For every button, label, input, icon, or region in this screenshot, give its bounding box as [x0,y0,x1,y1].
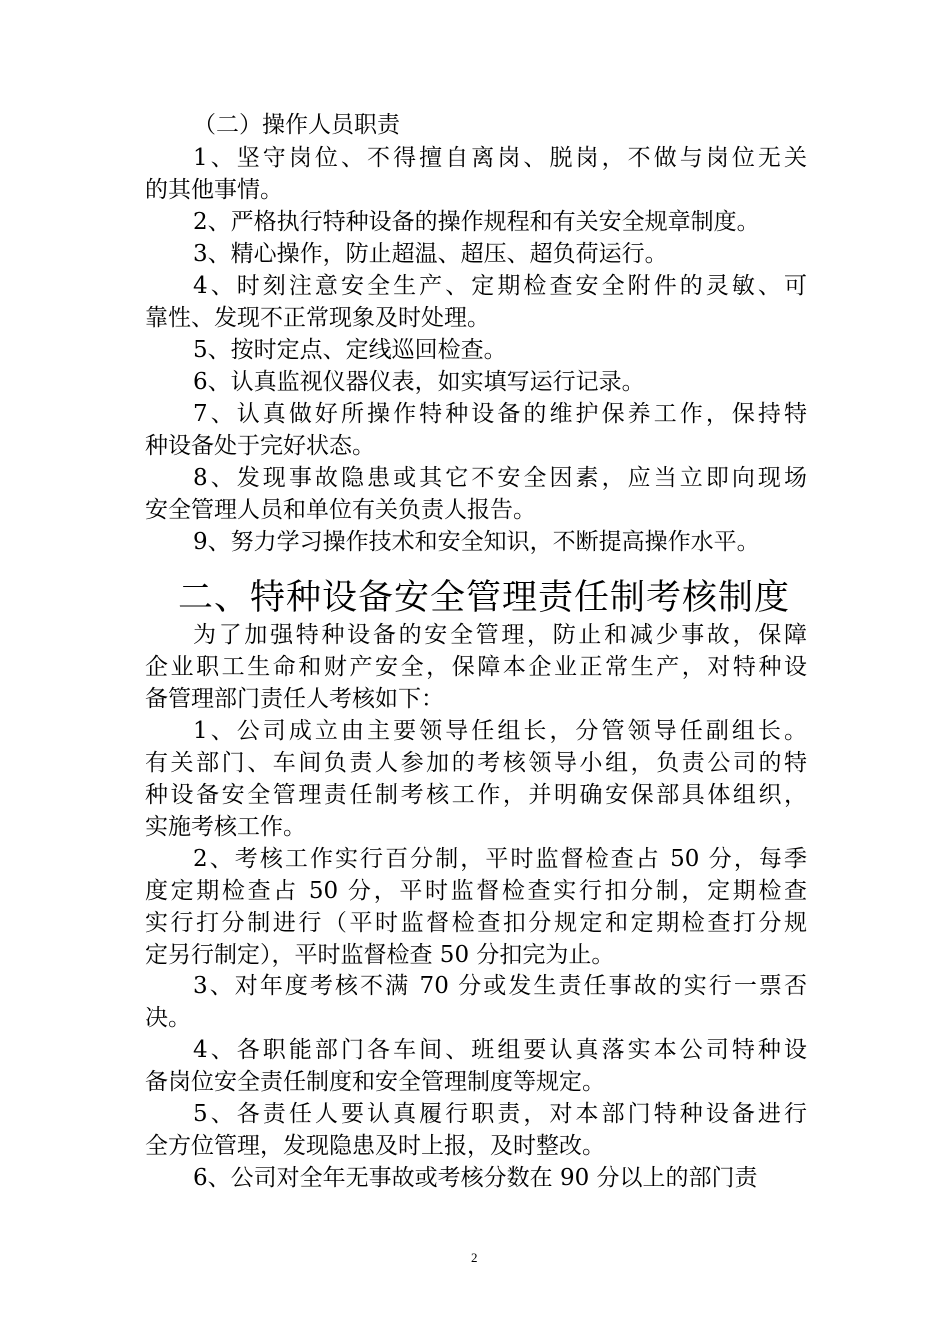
paragraph-line: 种设备处于完好状态。 [145,433,375,459]
paragraph-line: 1、公司成立由主要领导任组长，分管领导任副组长。 [193,718,807,744]
paragraph-line: 备管理部门责任人考核如下： [145,686,444,712]
paragraph-line: 度定期检查占 50 分，平时监督检查实行扣分制，定期检查 [145,878,807,904]
section-heading: 二、特种设备安全管理责任制考核制度 [178,578,791,618]
paragraph-line: 8、发现事故隐患或其它不安全因素，应当立即向现场 [193,465,807,491]
paragraph-line: 的其他事情。 [145,177,283,203]
paragraph-line: 实行打分制进行（平时监督检查扣分规定和定期检查打分规 [145,910,807,936]
paragraph-line: 实施考核工作。 [145,814,306,840]
paragraph-line: 有关部门、车间负责人参加的考核领导小组，负责公司的特 [145,750,807,776]
paragraph-line: 种设备安全管理责任制考核工作，并明确安保部具体组织， [145,782,807,808]
paragraph-line: 4、时刻注意安全生产、定期检查安全附件的灵敏、可 [193,273,807,299]
paragraph-line: 靠性、发现不正常现象及时处理。 [145,305,490,331]
paragraph-line: 决。 [145,1005,191,1031]
paragraph-line: 全方位管理，发现隐患及时上报，及时整改。 [145,1133,605,1159]
page-number: 2 [471,1250,478,1265]
section-subtitle: （二）操作人员职责 [193,112,400,138]
paragraph-line: 6、认真监视仪器仪表，如实填写运行记录。 [193,369,645,395]
paragraph-line: 定另行制定），平时监督检查 50 分扣完为止。 [145,942,615,968]
paragraph-line: 3、对年度考核不满 70 分或发生责任事故的实行一票否 [193,973,807,999]
paragraph-line: 5、各责任人要认真履行职责，对本部门特种设备进行 [193,1101,807,1127]
paragraph-line: 为了加强特种设备的安全管理，防止和减少事故，保障 [193,622,807,648]
paragraph-line: 企业职工生命和财产安全，保障本企业正常生产，对特种设 [145,654,807,680]
paragraph-line: 备岗位安全责任制度和安全管理制度等规定。 [145,1069,605,1095]
paragraph-line: 6、公司对全年无事故或考核分数在 90 分以上的部门责 [193,1165,758,1191]
paragraph-line: 9、努力学习操作技术和安全知识，不断提高操作水平。 [193,529,760,555]
paragraph-line: 2、考核工作实行百分制，平时监督检查占 50 分，每季 [193,846,807,872]
paragraph-line: 2、严格执行特种设备的操作规程和有关安全规章制度。 [193,209,760,235]
paragraph-line: 3、精心操作，防止超温、超压、超负荷运行。 [193,241,668,267]
paragraph-line: 4、各职能部门各车间、班组要认真落实本公司特种设 [193,1037,807,1063]
paragraph-line: 5、按时定点、定线巡回检查。 [193,337,507,363]
paragraph-line: 7、认真做好所操作特种设备的维护保养工作，保持特 [193,401,807,427]
paragraph-line: 安全管理人员和单位有关负责人报告。 [145,497,536,523]
paragraph-line: 1、坚守岗位、不得擅自离岗、脱岗，不做与岗位无关 [193,145,807,171]
